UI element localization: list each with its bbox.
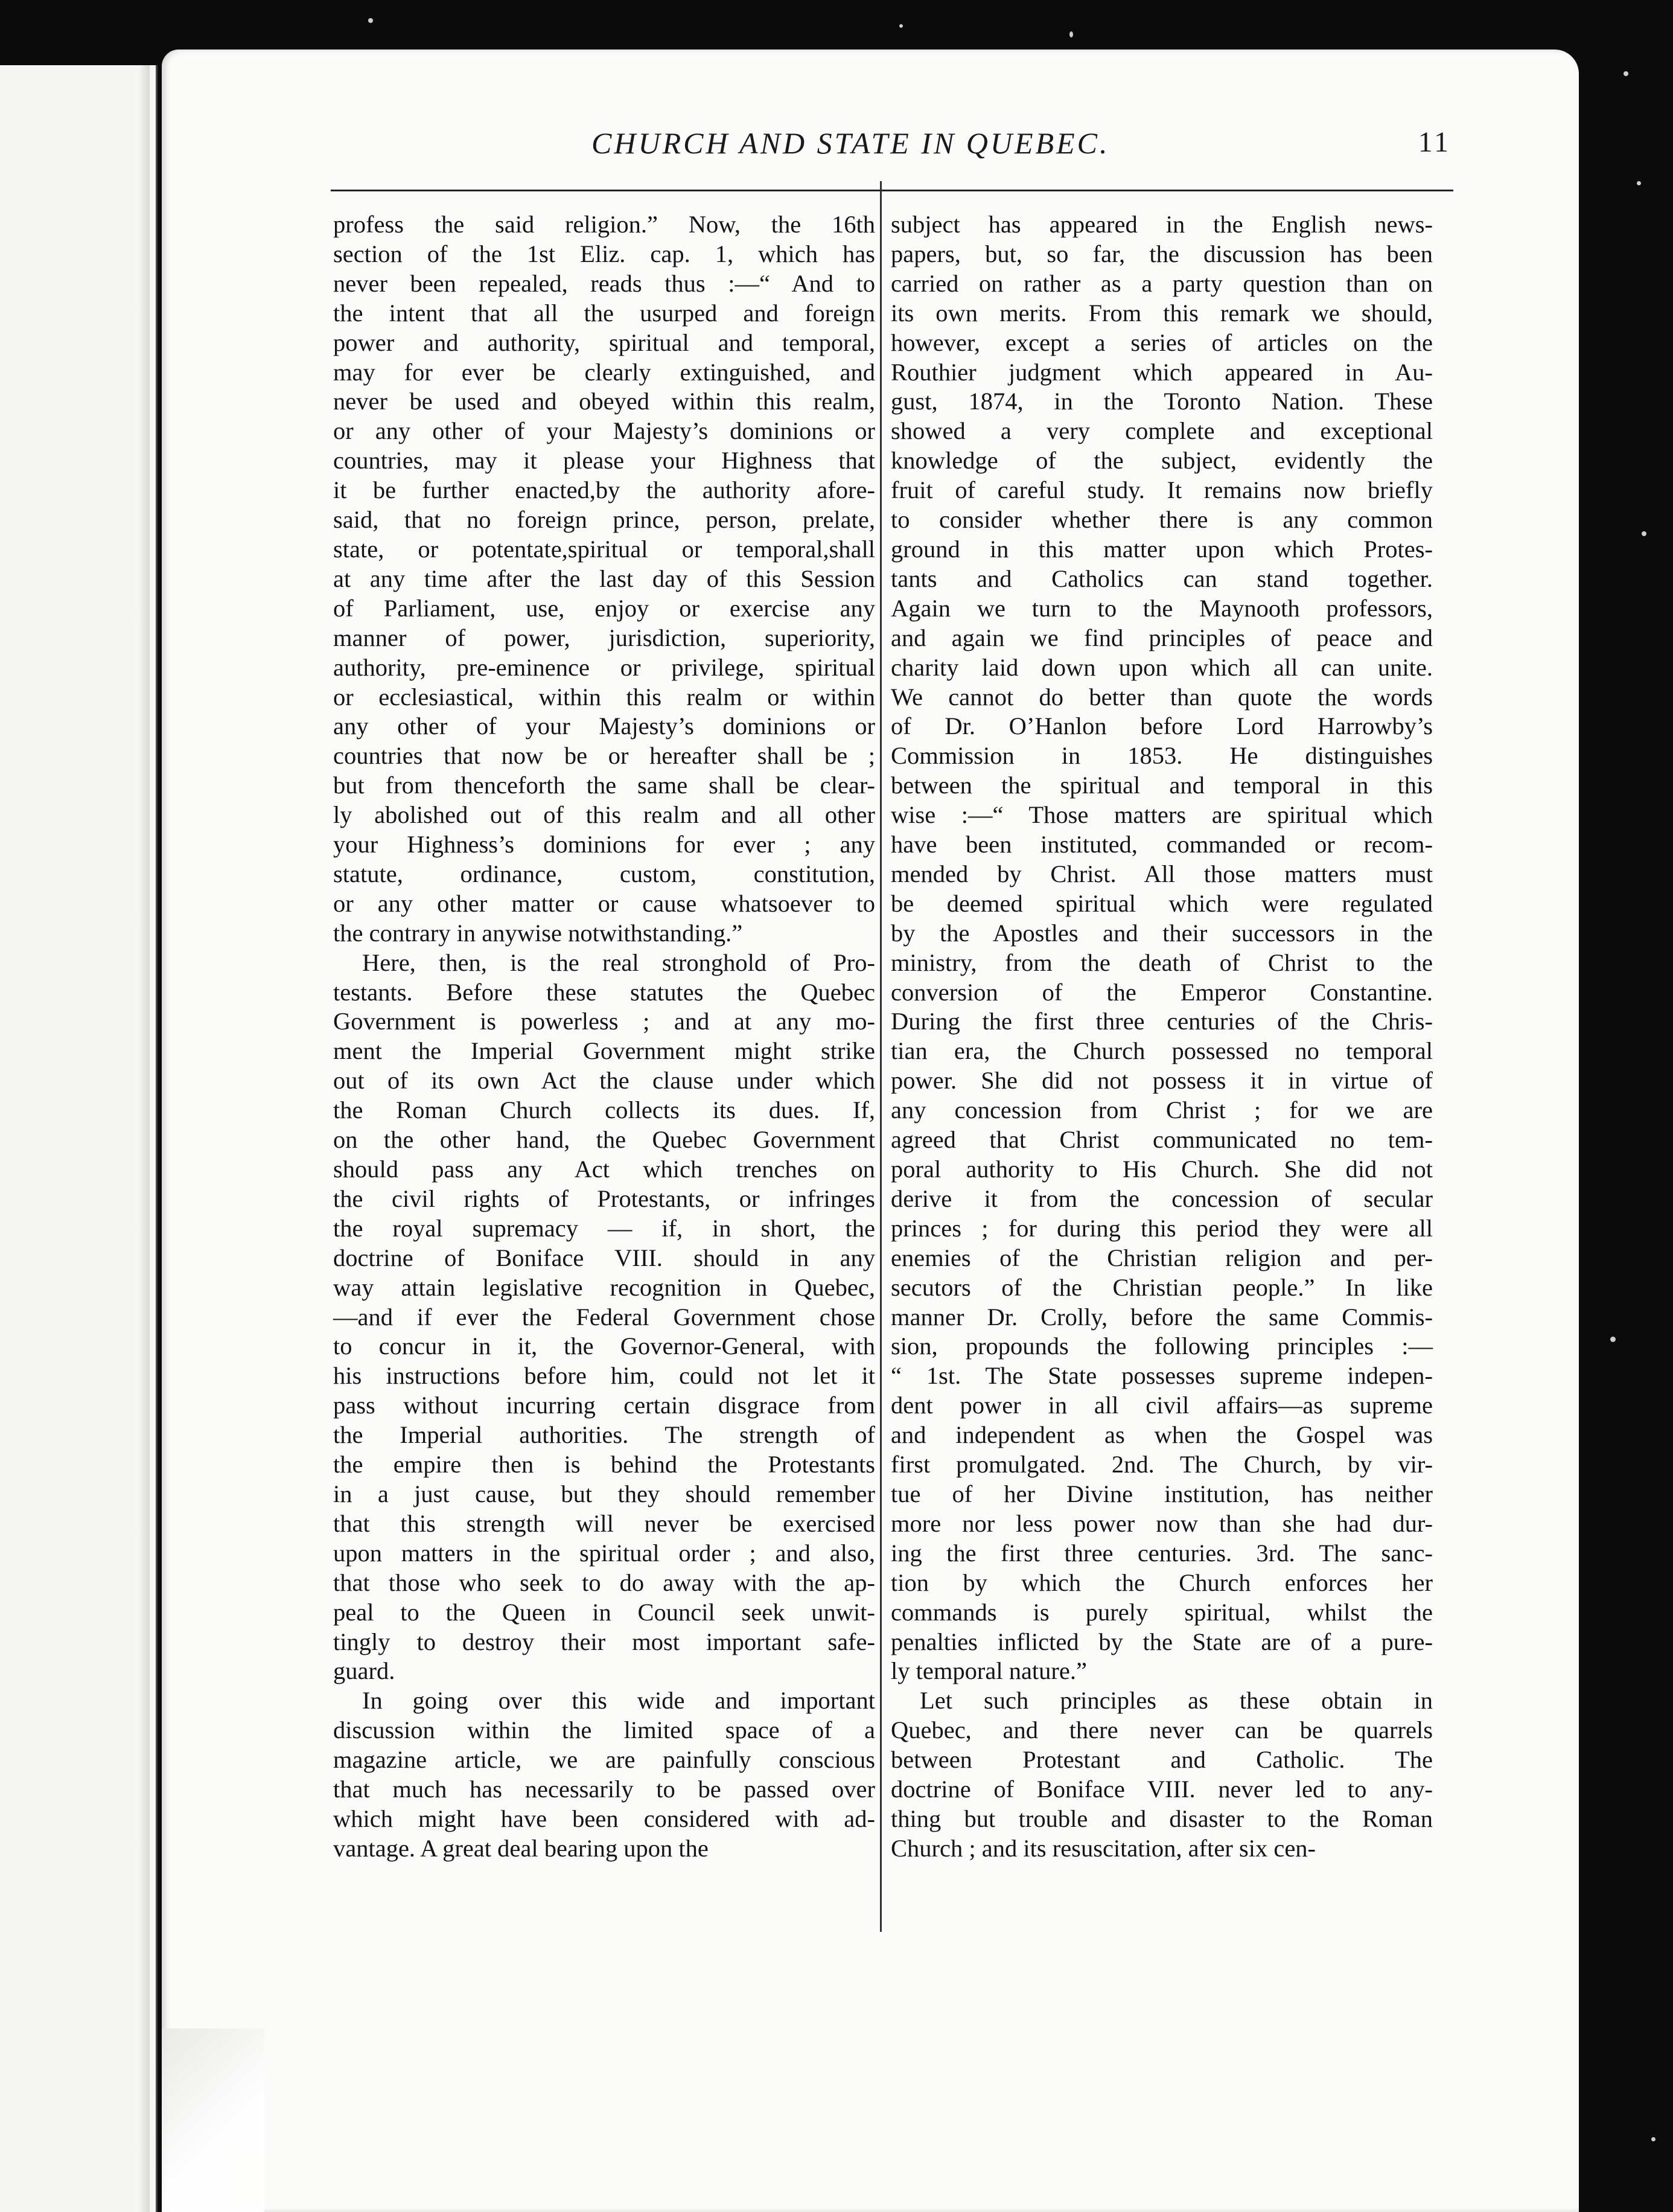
text-line: poral authority to His Church. She did not	[891, 1156, 1433, 1183]
text-line: to concur in it, the Governor-General, with	[333, 1332, 875, 1360]
text-line: the empire then is behind the Protestants	[333, 1451, 875, 1478]
text-line: commands is purely spiritual, whilst the	[891, 1598, 1433, 1626]
text-line: ly temporal nature.”	[891, 1657, 1087, 1685]
text-line: doctrine of Boniface VIII. should in any	[333, 1244, 875, 1271]
paragraph	[333, 210, 875, 948]
text-line: may for ever be clearly extinguished, and	[333, 358, 875, 386]
text-line: of Parliament, use, enjoy or exercise any	[333, 594, 875, 622]
text-line: charity laid down upon which all can unite.	[891, 653, 1433, 681]
text-line: or any other of your Majesty’s dominions or	[333, 417, 875, 445]
text-line: have been instituted, commanded or recom-	[891, 831, 1433, 858]
text-line: fruit of careful study. It remains now briefly	[891, 476, 1433, 504]
text-line: statute, ordinance, custom, constitution,	[333, 860, 875, 887]
text-line: discussion within the limited space of a	[333, 1716, 875, 1744]
text-line: tingly to destroy their most important safe-	[333, 1628, 875, 1655]
running-head: CHURCH AND STATE IN QUEBEC.	[591, 126, 1110, 160]
text-line: the contrary in anywise notwithstanding.”	[333, 919, 743, 947]
text-line: tue of her Divine institution, has neither	[891, 1480, 1433, 1507]
text-line: in a just cause, but they should remember	[333, 1480, 875, 1507]
text-line: peal to the Queen in Council seek unwit-	[333, 1598, 875, 1626]
text-line: that much has necessarily to be passed over	[333, 1776, 875, 1803]
paragraph	[891, 210, 1433, 1686]
page-header	[331, 126, 1451, 169]
text-line: be deemed spiritual which were regulated	[891, 889, 1433, 917]
text-line: that those who seek to do away with the ap-	[333, 1568, 875, 1596]
text-line: to consider whether there is any common	[891, 506, 1433, 534]
text-line: countries, may it please your Highness that	[333, 447, 875, 475]
text-line: however, except a series of articles on the	[891, 328, 1433, 356]
right-column	[891, 210, 1433, 1864]
column-divider	[880, 181, 882, 1932]
text-line: its own merits. From this remark we should,	[891, 299, 1433, 327]
text-line: first promulgated. 2nd. The Church, by vir-	[891, 1451, 1433, 1478]
text-line: never been repealed, reads thus :—“ And to	[333, 269, 875, 297]
text-line: ment the Imperial Government might strike	[333, 1037, 875, 1065]
text-line: his instructions before him, could not let it	[333, 1362, 875, 1390]
text-line: and again we find principles of peace and	[891, 624, 1433, 651]
page-corner-tear	[162, 2028, 264, 2212]
text-line: which might have been considered with ad-	[333, 1804, 875, 1832]
text-line: or any other matter or cause whatsoever to	[333, 889, 875, 917]
text-line: tants and Catholics can stand together.	[891, 564, 1433, 592]
left-column	[333, 210, 875, 1864]
text-line: enemies of the Christian religion and per-	[891, 1244, 1433, 1271]
text-line: the intent that all the usurped and foreign	[333, 299, 875, 327]
text-line: ly abolished out of this realm and all other	[333, 801, 875, 829]
paragraph	[891, 1686, 1433, 1863]
text-line: papers, but, so far, the discussion has been	[891, 240, 1433, 267]
text-line: agreed that Christ communicated no tem-	[891, 1126, 1433, 1154]
text-line: countries that now be or hereafter shall be ;	[333, 742, 875, 770]
text-line: sion, propounds the following principles :—	[891, 1332, 1433, 1360]
text-line: Church ; and its resuscitation, after six cen-	[891, 1834, 1316, 1862]
text-line: never be used and obeyed within this realm,	[333, 388, 875, 415]
text-line: the Roman Church collects its dues. If,	[333, 1096, 875, 1124]
text-line: gust, 1874, in the Toronto Nation. These	[891, 388, 1433, 415]
text-line: Here, then, is the real stronghold of Pro-	[362, 948, 875, 976]
paragraph	[333, 948, 875, 1687]
text-line: penalties inflicted by the State are of a pure-	[891, 1628, 1433, 1655]
text-line: that this strength will never be exercised	[333, 1509, 875, 1537]
text-line: conversion of the Emperor Constantine.	[891, 978, 1433, 1006]
text-line: carried on rather as a party question than on	[891, 269, 1433, 297]
text-line: between the spiritual and temporal in this	[891, 772, 1433, 799]
text-line: During the first three centuries of the Chris-	[891, 1008, 1433, 1035]
text-line: the Imperial authorities. The strength of	[333, 1421, 875, 1449]
text-line: subject has appeared in the English news-	[891, 211, 1433, 238]
text-line: between Protestant and Catholic. The	[891, 1746, 1433, 1774]
text-line: of Dr. O’Hanlon before Lord Harrowby’s	[891, 712, 1433, 740]
header-rule	[331, 190, 1453, 191]
text-line: “ 1st. The State possesses supreme indepen-	[891, 1362, 1433, 1390]
text-line: showed a very complete and exceptional	[891, 417, 1433, 445]
text-line: manner Dr. Crolly, before the same Commis-	[891, 1303, 1433, 1331]
text-line: power and authority, spiritual and temporal,	[333, 328, 875, 356]
text-line: In going over this wide and important	[362, 1687, 875, 1715]
text-line: section of the 1st Eliz. cap. 1, which has	[333, 240, 875, 267]
text-line: tian era, the Church possessed no temporal	[891, 1037, 1433, 1065]
text-line: doctrine of Boniface VIII. never led to any-	[891, 1776, 1433, 1803]
text-line: knowledge of the subject, evidently the	[891, 447, 1433, 475]
text-line: derive it from the concession of secular	[891, 1184, 1433, 1212]
text-line: Again we turn to the Maynooth professors,	[891, 594, 1433, 622]
text-line: vantage. A great deal bearing upon the	[333, 1834, 709, 1862]
text-line: Let such principles as these obtain in	[920, 1687, 1433, 1715]
text-line: more nor less power now than she had dur-	[891, 1509, 1433, 1537]
facing-page-edge	[0, 65, 158, 2212]
paragraph	[333, 1686, 875, 1863]
text-line: ing the first three centuries. 3rd. The sanc-	[891, 1539, 1433, 1567]
text-line: guard.	[333, 1657, 395, 1685]
text-line: should pass any Act which trenches on	[333, 1156, 875, 1183]
text-line: out of its own Act the clause under which	[333, 1067, 875, 1095]
text-line: princes ; for during this period they were all	[891, 1214, 1433, 1242]
text-line: manner of power, jurisdiction, superiority,	[333, 624, 875, 651]
text-line: We cannot do better than quote the words	[891, 683, 1433, 711]
text-line: upon matters in the spiritual order ; and also,	[333, 1539, 875, 1567]
text-line: it be further enacted,by the authority afore-	[333, 476, 875, 504]
text-line: testants. Before these statutes the Quebec	[333, 978, 875, 1006]
text-line: way attain legislative recognition in Quebec,	[333, 1273, 875, 1301]
text-line: at any time after the last day of this Session	[333, 564, 875, 592]
text-line: any other of your Majesty’s dominions or	[333, 712, 875, 740]
text-line: but from thenceforth the same shall be clear-	[333, 772, 875, 799]
text-line: any concession from Christ ; for we are	[891, 1096, 1433, 1124]
text-line: by the Apostles and their successors in the	[891, 919, 1433, 947]
text-line: secutors of the Christian people.” In like	[891, 1273, 1433, 1301]
text-line: dent power in all civil affairs—as supreme	[891, 1392, 1433, 1419]
text-line: profess the said religion.” Now, the 16th	[333, 211, 875, 238]
text-line: mended by Christ. All those matters must	[891, 860, 1433, 887]
text-line: pass without incurring certain disgrace from	[333, 1392, 875, 1419]
text-line: said, that no foreign prince, person, prelate,	[333, 506, 875, 534]
text-line: tion by which the Church enforces her	[891, 1568, 1433, 1596]
text-line: and independent as when the Gospel was	[891, 1421, 1433, 1449]
text-line: Government is powerless ; and at any mo-	[333, 1008, 875, 1035]
text-line: Routhier judgment which appeared in Au-	[891, 358, 1433, 386]
text-line: Quebec, and there never can be quarrels	[891, 1716, 1433, 1744]
text-line: power. She did not possess it in virtue of	[891, 1067, 1433, 1095]
text-line: or ecclesiastical, within this realm or within	[333, 683, 875, 711]
page-number: 11	[1418, 126, 1451, 158]
text-line: on the other hand, the Quebec Government	[333, 1126, 875, 1154]
text-line: ministry, from the death of Christ to the	[891, 948, 1433, 976]
text-line: wise :—“ Those matters are spiritual which	[891, 801, 1433, 829]
text-line: magazine article, we are painfully conscious	[333, 1746, 875, 1774]
text-line: state, or potentate,spiritual or temporal,shall	[333, 535, 875, 563]
text-line: your Highness’s dominions for ever ; any	[333, 831, 875, 858]
text-line: the civil rights of Protestants, or infringes	[333, 1184, 875, 1212]
text-line: ground in this matter upon which Protes-	[891, 535, 1433, 563]
text-line: Commission in 1853. He distinguishes	[891, 742, 1433, 770]
text-line: thing but trouble and disaster to the Roman	[891, 1804, 1433, 1832]
text-line: authority, pre-eminence or privilege, spiritual	[333, 653, 875, 681]
text-line: the royal supremacy — if, in short, the	[333, 1214, 875, 1242]
text-line: —and if ever the Federal Government chose	[333, 1303, 875, 1331]
